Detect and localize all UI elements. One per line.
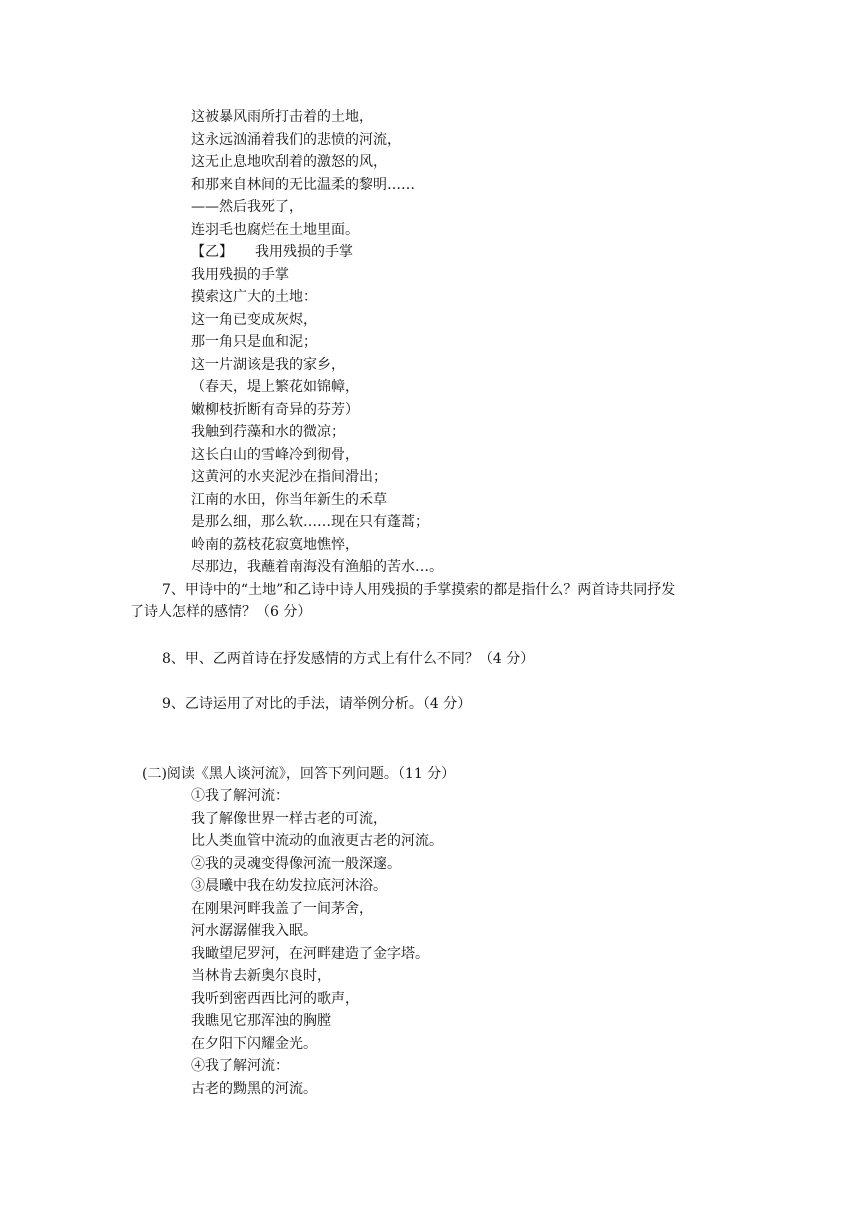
poem-jia-line: 和那来自林间的无比温柔的黎明……	[191, 177, 415, 193]
question-9: 9、乙诗运用了对比的手法，请举例分析。（4 分）	[162, 696, 472, 712]
poem-yi-line: 那一角只是血和泥；	[191, 334, 317, 350]
poem-yi-heading	[191, 241, 353, 263]
poem-jia-line: 这永远汹涌着我们的悲愤的河流，	[191, 132, 401, 148]
poem-jia-line: 这被暴风雨所打击着的土地，	[191, 109, 373, 125]
section-2-line: 我了解像世界一样古老的可流，	[191, 811, 387, 827]
poem-jia-line: ——然后我死了，	[191, 199, 303, 215]
poem-yi-line: 嫩柳枝折断有奇异的芬芳）	[191, 402, 359, 418]
poem-yi-line: 尽那边，我蘸着南海没有渔船的苦水…。	[191, 559, 443, 575]
poem-yi-title: 我用残损的手掌	[255, 244, 353, 260]
section-2-line: 比人类血管中流动的血液更古老的河流。	[191, 833, 443, 849]
poem-yi-line: 是那么细，那么软……现在只有蓬蒿；	[191, 514, 429, 530]
poem-yi-tag: 【乙】	[191, 244, 233, 260]
section-2-line: 在刚果河畔我盖了一间茅舍，	[191, 901, 373, 917]
poem-yi-line: 我用残损的手掌	[191, 267, 289, 283]
question-7: 7、甲诗中的“土地”和乙诗中诗人用残损的手掌摸索的都是指什么？两首诗共同抒发	[162, 582, 676, 598]
poem-yi-line: 摸索这广大的土地：	[191, 289, 317, 305]
poem-yi-line: 这一角已变成灰烬，	[191, 312, 317, 328]
poem-yi-line: 岭南的荔枝花寂寞地憔悴，	[191, 537, 359, 553]
section-2-line: ②我的灵魂变得像河流一般深邃。	[191, 856, 401, 872]
poem-yi-line: 这一片湖该是我的家乡，	[191, 357, 345, 373]
poem-jia-line: 连羽毛也腐烂在土地里面。	[191, 222, 359, 238]
poem-yi-line: （春天，堤上繁花如锦幛，	[191, 379, 359, 395]
question-8: 8、甲、乙两首诗在抒发感情的方式上有什么不同？（4 分）	[162, 651, 535, 667]
section-2-line: 我瞰望尼罗河，在河畔建造了金字塔。	[191, 946, 429, 962]
section-2-line: 古老的黝黑的河流。	[191, 1081, 317, 1097]
poem-yi-line: 我触到荇藻和水的微凉；	[191, 424, 345, 440]
section-2-line: 我瞧见它那浑浊的胸膛	[191, 1013, 331, 1029]
section-2-line: ④我了解河流：	[191, 1058, 289, 1074]
question-7-continuation: 了诗人怎样的感情？（6 分）	[130, 604, 312, 620]
section-2-line: 在夕阳下闪耀金光。	[191, 1036, 317, 1052]
section-2-heading: (二)阅读《黑人谈河流》，回答下列问题。（11 分）	[142, 766, 456, 782]
poem-yi-line: 江南的水田，你当年新生的禾草	[191, 492, 387, 508]
section-2-line: 当林肯去新奥尔良时，	[191, 968, 331, 984]
section-2-line: 河水潺潺催我入眠。	[191, 923, 317, 939]
section-2-line: ③晨曦中我在幼发拉底河沐浴。	[191, 878, 387, 894]
poem-jia-line: 这无止息地吹刮着的激怒的风，	[191, 154, 387, 170]
poem-yi-line: 这黄河的水夹泥沙在指间滑出；	[191, 469, 387, 485]
section-2-line: 我听到密西西比河的歌声，	[191, 991, 359, 1007]
poem-yi-line: 这长白山的雪峰冷到彻骨，	[191, 447, 359, 463]
section-2-line: ①我了解河流：	[191, 788, 289, 804]
